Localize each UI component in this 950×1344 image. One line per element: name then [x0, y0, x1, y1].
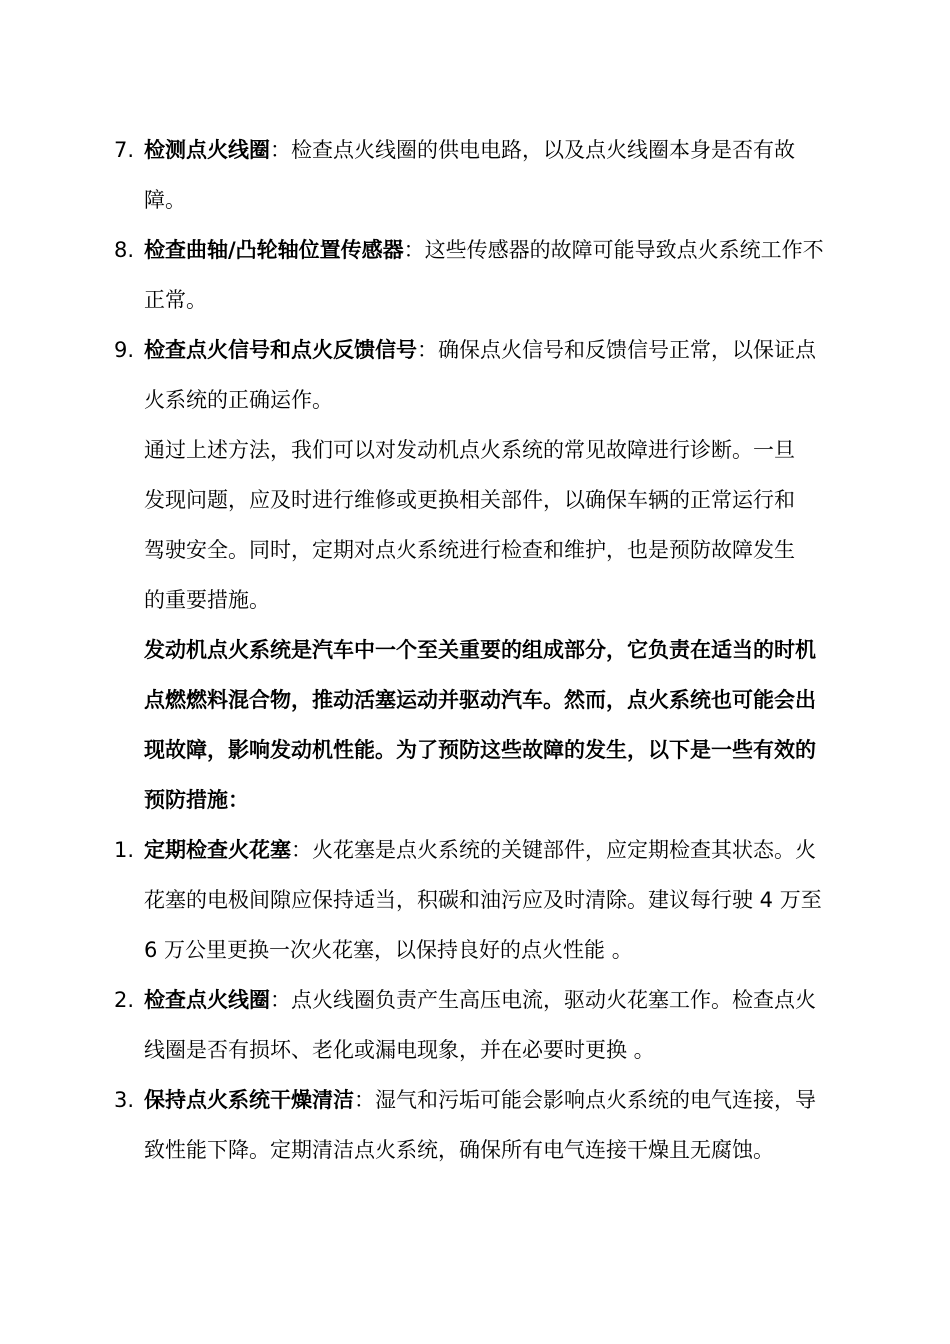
list-item-9 [0, 325, 824, 425]
list-number: 9. [114, 338, 135, 362]
list-text: 这些传感器的故障可能导致点火系统工作不正常。 [144, 238, 824, 312]
term-separator: ： [291, 838, 312, 862]
list-text: 湿气和污垢可能会影响点火系统的电气连接，导致性能下降。定期清洁点火系统，确保所有电气连接干燥且无腐蚀。 [144, 1088, 816, 1162]
summary-paragraph: 通过上述方法，我们可以对发动机点火系统的常见故障进行诊断。一旦发现问题，应及时进行维修或更换相关部件，以确保车辆的正常运行和驾驶安全。同时，定期对点火系统进行检查和维护，也是预防故障发生的重要措施。 [144, 438, 795, 612]
list-term: 定期检查火花塞 [144, 838, 291, 862]
list-number: 1. [114, 838, 135, 862]
list-item-7 [0, 125, 824, 225]
document-content [0, 125, 950, 1175]
term-separator: ： [417, 338, 438, 362]
list-term: 检查点火信号和点火反馈信号 [144, 338, 417, 362]
list-term: 检测点火线圈 [144, 138, 270, 162]
list-term: 检查曲轴/凸轮轴位置传感器 [144, 238, 404, 262]
list-item-8 [0, 225, 824, 325]
list-number: 8. [114, 238, 135, 262]
list-term: 检查点火线圈 [144, 988, 270, 1012]
list-item-3 [0, 1075, 824, 1175]
list-item-1 [0, 825, 824, 975]
list-number: 7. [114, 138, 135, 162]
list-number: 3. [114, 1088, 135, 1112]
intro-paragraph: 发动机点火系统是汽车中一个至关重要的组成部分，它负责在适当的时机点燃燃料混合物，推动活塞运动并驱动汽车。然而，点火系统也可能会出现故障，影响发动机性能。为了预防这些故障的发生，以下是一些有效的预防措施： [144, 638, 816, 812]
term-separator: ： [270, 988, 291, 1012]
list-number: 2. [114, 988, 135, 1012]
list-text: 确保点火信号和反馈信号正常，以保证点火系统的正确运作。 [144, 338, 816, 412]
list-text: 点火线圈负责产生高压电流，驱动火花塞工作。检查点火线圈是否有损坏、老化或漏电现象，并在必要时更换 。 [144, 988, 816, 1062]
term-separator: ： [270, 138, 291, 162]
list-term: 保持点火系统干燥清洁 [144, 1088, 354, 1112]
term-separator: ： [354, 1088, 375, 1112]
term-separator: ： [403, 238, 425, 262]
list-item-2 [0, 975, 824, 1075]
list-text: 火花塞是点火系统的关键部件，应定期检查其状态。火花塞的电极间隙应保持适当，积碳和油污应及时清除。建议每行驶 4 万至 6 万公里更换一次火花塞，以保持良好的点火性能 。 [144, 838, 822, 962]
list-text: 检查点火线圈的供电电路，以及点火线圈本身是否有故障。 [144, 138, 795, 212]
